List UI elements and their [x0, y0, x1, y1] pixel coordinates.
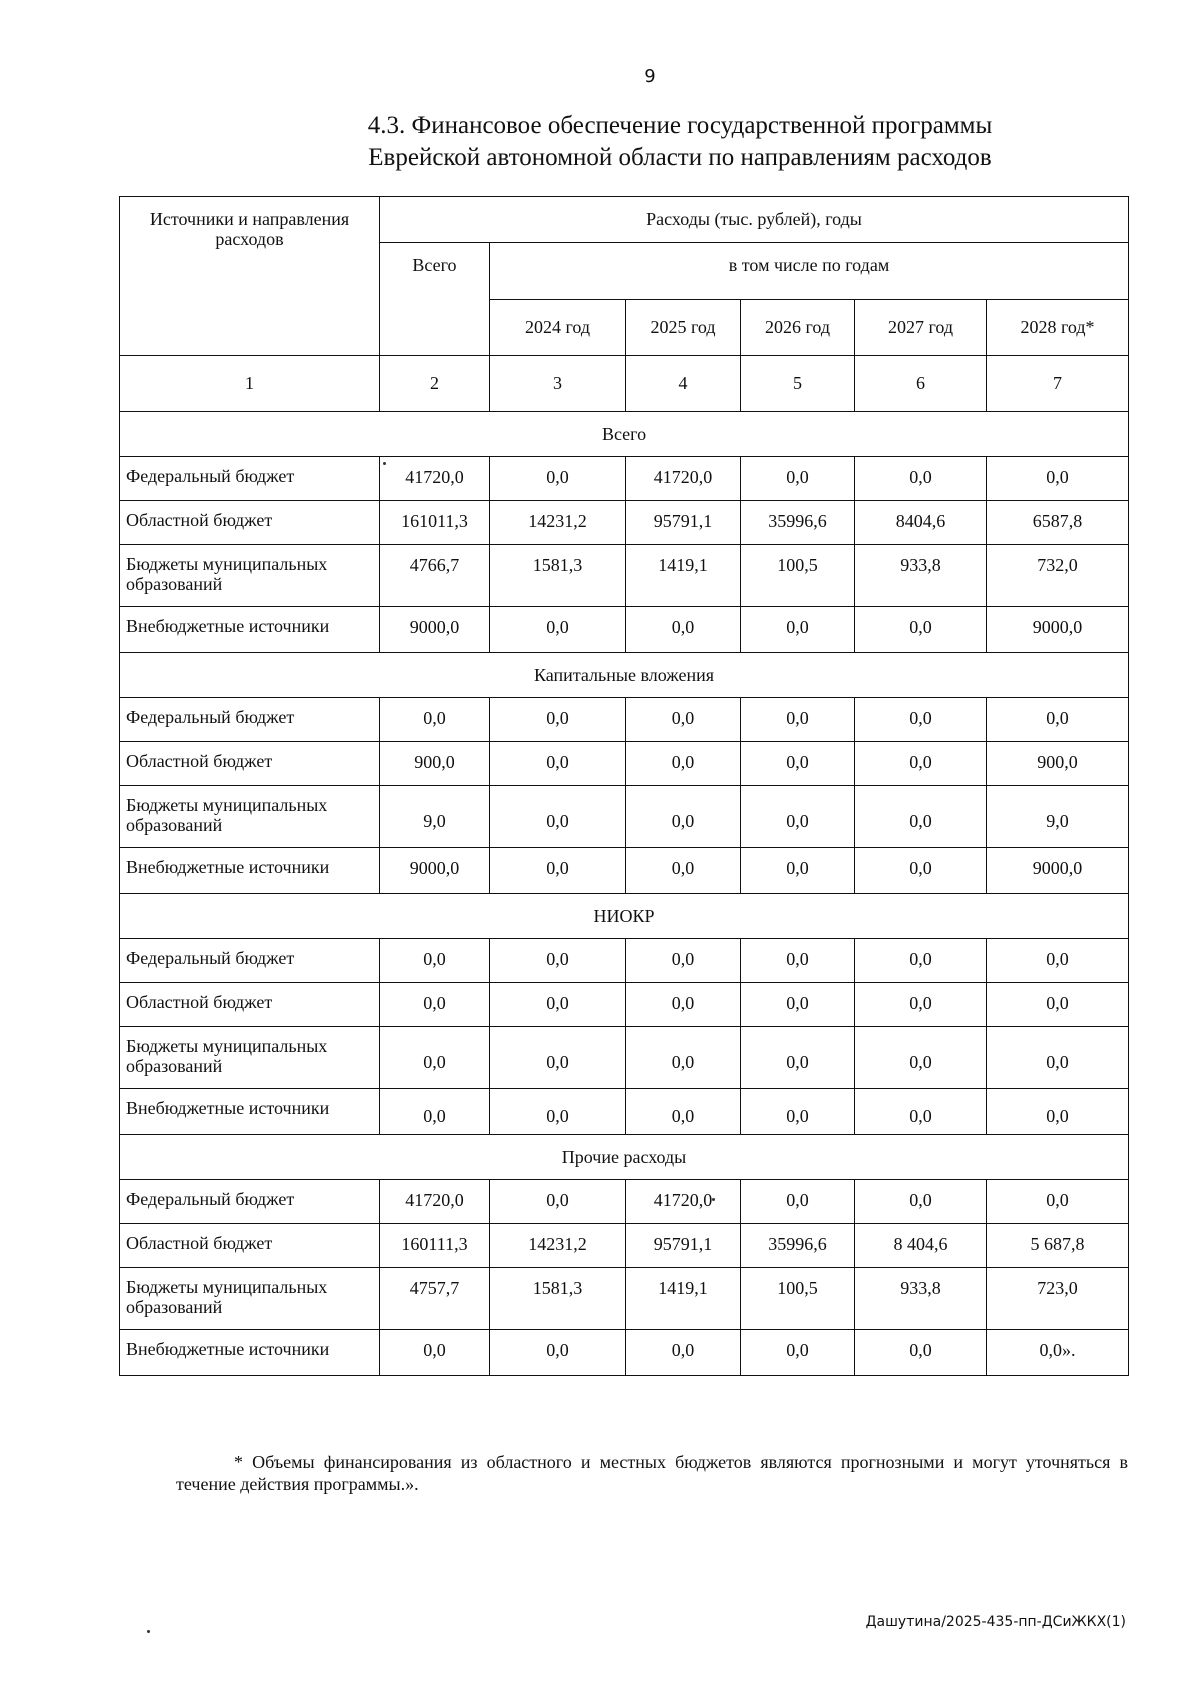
title-line-1: 4.3. Финансовое обеспечение государственной программы [367, 112, 993, 139]
table-row [120, 1330, 1129, 1376]
table-row [120, 742, 1129, 786]
table-cell: 0,0 [855, 742, 987, 786]
section-header-row [120, 653, 1129, 698]
header-expenses: Расходы (тыс. рублей), годы [380, 197, 1129, 243]
table-cell: 100,5 [741, 1268, 855, 1330]
table-cell: 9000,0 [987, 848, 1129, 894]
row-label: Федеральный бюджет [120, 939, 380, 983]
table-cell: 0,0 [741, 607, 855, 653]
table-cell: 0,0 [855, 983, 987, 1027]
header-year-2025: 2025 год [626, 300, 741, 356]
document-code: Дашутина/2025-435-пп-ДСиЖКХ(1) [865, 1614, 1126, 1630]
table-cell: 0,0 [855, 848, 987, 894]
table-cell: 0,0 [741, 939, 855, 983]
header-sources: Источники и направления расходов [120, 197, 380, 356]
section-header-row [120, 894, 1129, 939]
table-cell: 0,0 [626, 786, 741, 848]
row-label: Федеральный бюджет [120, 698, 380, 742]
table-cell: 0,0 [626, 607, 741, 653]
table-cell: 0,0 [380, 939, 490, 983]
table-cell: 0,0 [626, 698, 741, 742]
row-label: Областной бюджет [120, 983, 380, 1027]
table-row [120, 1089, 1129, 1135]
table-cell: 933,8 [855, 1268, 987, 1330]
table-cell: 0,0 [490, 698, 626, 742]
row-label: Внебюджетные источники [120, 848, 380, 894]
column-number: 4 [626, 356, 741, 412]
row-label: Федеральный бюджет [120, 1180, 380, 1224]
row-label: Бюджеты муниципальных образований [120, 545, 380, 607]
table-cell: 0,0 [741, 698, 855, 742]
page-number: 9 [644, 66, 656, 87]
table-cell: 0,0 [855, 698, 987, 742]
table-cell: 0,0 [490, 742, 626, 786]
table-cell: 0,0 [490, 1027, 626, 1089]
table-row [120, 545, 1129, 607]
financing-table [119, 196, 1129, 1376]
row-label: Внебюджетные источники [120, 1089, 380, 1135]
table-row [120, 501, 1129, 545]
table-cell: 0,0 [741, 1330, 855, 1376]
table-cell: 0,0 [741, 848, 855, 894]
table-cell: 723,0 [987, 1268, 1129, 1330]
table-cell: 35996,6 [741, 1224, 855, 1268]
row-label: Внебюджетные источники [120, 1330, 380, 1376]
table-cell: 0,0 [741, 1180, 855, 1224]
table-cell: 95791,1 [626, 1224, 741, 1268]
table-cell: 14231,2 [490, 1224, 626, 1268]
header-year-2026: 2026 год [741, 300, 855, 356]
row-label: Бюджеты муниципальных образований [120, 786, 380, 848]
table-cell: 0,0 [626, 848, 741, 894]
section-title: Всего [120, 412, 1129, 457]
table-row [120, 1180, 1129, 1224]
section-header-row [120, 412, 1129, 457]
table-cell: 0,0 [490, 1089, 626, 1135]
row-label: Внебюджетные источники [120, 607, 380, 653]
table-cell: 1419,1 [626, 1268, 741, 1330]
column-number: 1 [120, 356, 380, 412]
table-cell: 0,0 [490, 848, 626, 894]
table-cell: 0,0 [490, 1330, 626, 1376]
table-cell: 0,0 [987, 1027, 1129, 1089]
table-cell: 0,0 [855, 939, 987, 983]
table-cell: 0,0 [490, 983, 626, 1027]
table-cell: 5 687,8 [987, 1224, 1129, 1268]
table-cell: 14231,2 [490, 501, 626, 545]
table-cell: 4757,7 [380, 1268, 490, 1330]
table-cell: 0,0 [490, 786, 626, 848]
section-title: НИОКР [120, 894, 1129, 939]
table-cell: 0,0 [855, 607, 987, 653]
table-cell: 0,0 [855, 1330, 987, 1376]
column-number: 2 [380, 356, 490, 412]
table-cell: 0,0 [380, 1089, 490, 1135]
table-cell: 0,0 [855, 1027, 987, 1089]
table-cell: 0,0 [987, 1089, 1129, 1135]
scan-speck [712, 1198, 715, 1201]
table-cell: 900,0 [987, 742, 1129, 786]
table-cell: 0,0 [626, 742, 741, 786]
table-cell: 0,0 [380, 698, 490, 742]
footnote: * Объемы финансирования из областного и местных бюджетов являются прогнозными и могут уточняться в течение действия программы.». [176, 1452, 1128, 1494]
table-cell: 0,0 [380, 1027, 490, 1089]
table-cell: 0,0 [626, 939, 741, 983]
row-label: Бюджеты муниципальных образований [120, 1027, 380, 1089]
table-cell: 0,0 [626, 1027, 741, 1089]
table-cell: 4766,7 [380, 545, 490, 607]
table-cell: 160111,3 [380, 1224, 490, 1268]
scan-speck [383, 462, 386, 465]
table-row [120, 1268, 1129, 1330]
table-cell: 35996,6 [741, 501, 855, 545]
section-title: Капитальные вложения [120, 653, 1129, 698]
scan-speck [147, 1630, 150, 1633]
table-row [120, 786, 1129, 848]
table-row [120, 983, 1129, 1027]
row-label: Областной бюджет [120, 742, 380, 786]
row-label: Бюджеты муниципальных образований [120, 1268, 380, 1330]
table-cell: 1419,1 [626, 545, 741, 607]
table-cell: 6587,8 [987, 501, 1129, 545]
table-cell: 0,0 [987, 1180, 1129, 1224]
table-cell: 0,0 [855, 1180, 987, 1224]
header-year-2024: 2024 год [490, 300, 626, 356]
table-row [120, 848, 1129, 894]
table-cell: 0,0 [741, 457, 855, 501]
table-cell: 0,0 [626, 983, 741, 1027]
header-total: Всего [380, 243, 490, 356]
header-year-2028: 2028 год* [987, 300, 1129, 356]
table-cell: 9000,0 [987, 607, 1129, 653]
table-cell: 0,0 [855, 457, 987, 501]
table-cell: 0,0 [626, 1089, 741, 1135]
table-cell: 900,0 [380, 742, 490, 786]
column-numbers-row [120, 356, 1129, 412]
table-cell: 0,0». [987, 1330, 1129, 1376]
column-number: 6 [855, 356, 987, 412]
column-number: 3 [490, 356, 626, 412]
table-cell: 0,0 [741, 1027, 855, 1089]
document-title [300, 110, 1060, 174]
table-cell: 0,0 [741, 786, 855, 848]
table-row [120, 1224, 1129, 1268]
table-cell: 9,0 [380, 786, 490, 848]
table-cell: 0,0 [855, 1089, 987, 1135]
column-number: 5 [741, 356, 855, 412]
table-cell: 41720,0 [380, 1180, 490, 1224]
table-cell: 0,0 [855, 786, 987, 848]
table-row [120, 939, 1129, 983]
table-cell: 8 404,6 [855, 1224, 987, 1268]
table-row [120, 607, 1129, 653]
table-cell: 41720,0 [626, 1180, 741, 1224]
table-cell: 161011,3 [380, 501, 490, 545]
header-year-2027: 2027 год [855, 300, 987, 356]
section-header-row [120, 1135, 1129, 1180]
table-cell: 0,0 [490, 939, 626, 983]
column-number: 7 [987, 356, 1129, 412]
table-cell: 0,0 [380, 1330, 490, 1376]
section-title: Прочие расходы [120, 1135, 1129, 1180]
table-row [120, 698, 1129, 742]
table-cell: 0,0 [490, 457, 626, 501]
table-cell: 95791,1 [626, 501, 741, 545]
table-cell: 1581,3 [490, 1268, 626, 1330]
table-cell: 0,0 [987, 698, 1129, 742]
table-cell: 0,0 [490, 1180, 626, 1224]
table-cell: 0,0 [626, 1330, 741, 1376]
table-cell: 0,0 [741, 1089, 855, 1135]
table-cell: 0,0 [741, 742, 855, 786]
table-cell: 1581,3 [490, 545, 626, 607]
table-cell: 0,0 [380, 983, 490, 1027]
table-row [120, 1027, 1129, 1089]
table-cell: 8404,6 [855, 501, 987, 545]
table-cell: 0,0 [490, 607, 626, 653]
table-cell: 0,0 [987, 983, 1129, 1027]
header-by-years: в том числе по годам [490, 243, 1129, 300]
table-cell: 100,5 [741, 545, 855, 607]
row-label: Федеральный бюджет [120, 457, 380, 501]
table-cell: 0,0 [741, 983, 855, 1027]
table-cell: 41720,0 [626, 457, 741, 501]
title-line-2: Еврейской автономной области по направлениям расходов [368, 144, 992, 171]
table-cell: 0,0 [987, 939, 1129, 983]
row-label: Областной бюджет [120, 1224, 380, 1268]
table-cell: 0,0 [987, 457, 1129, 501]
table-cell: 9000,0 [380, 607, 490, 653]
table-cell: 9,0 [987, 786, 1129, 848]
row-label: Областной бюджет [120, 501, 380, 545]
table-row [120, 457, 1129, 501]
table-cell: 41720,0 [380, 457, 490, 501]
table-cell: 732,0 [987, 545, 1129, 607]
table-cell: 9000,0 [380, 848, 490, 894]
table-cell: 933,8 [855, 545, 987, 607]
